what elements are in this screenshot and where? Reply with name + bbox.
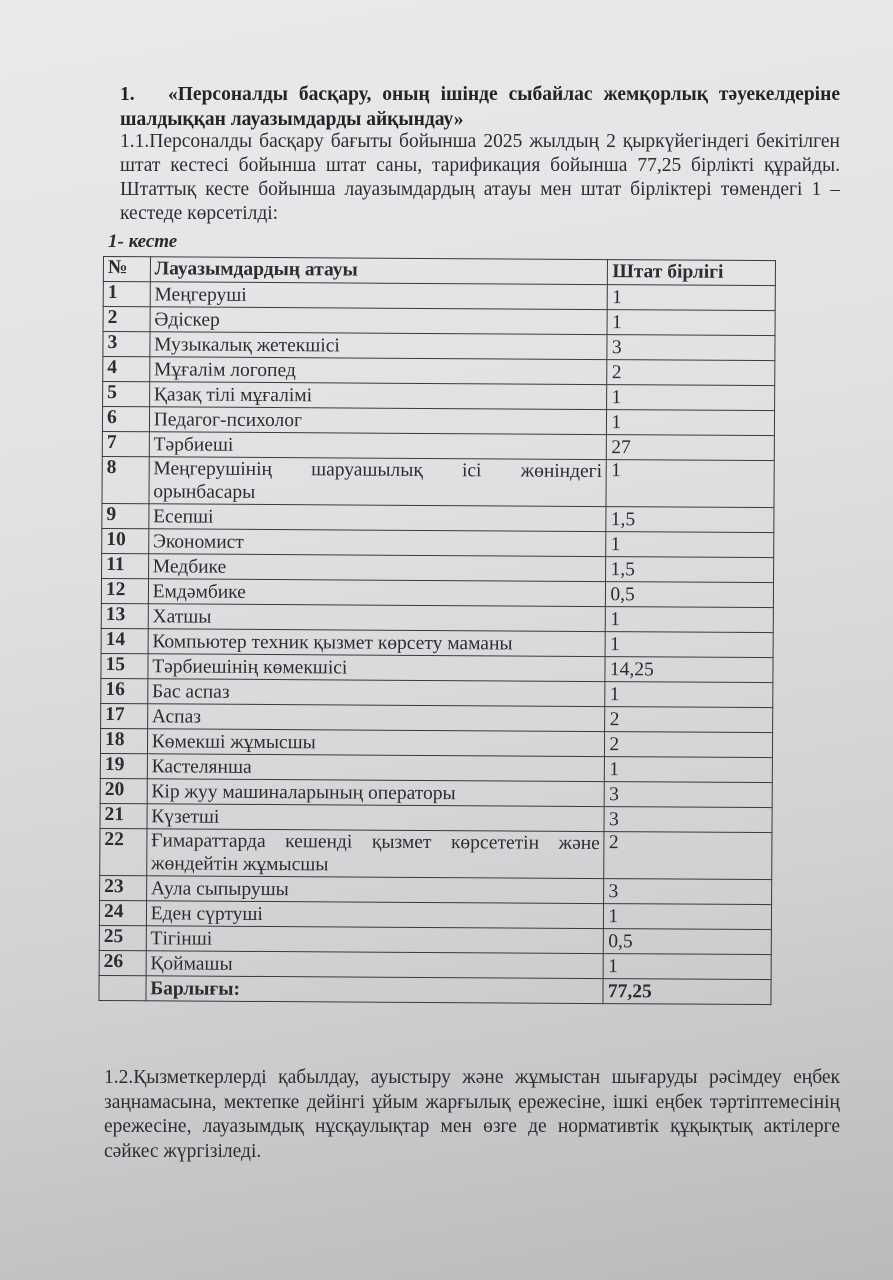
staff-units: 1 [607,310,775,336]
staff-units: 0,5 [606,582,774,608]
table-row [100,778,772,807]
row-number: 21 [100,803,147,828]
position-name: Қоймашы [146,951,604,979]
position-name: Кір жуу машиналарының операторы [147,779,605,807]
table-row [100,875,772,904]
staff-units: 1 [606,532,774,558]
staff-table [98,256,776,1005]
position-name: Қазақ тілі мұғалімі [149,382,607,410]
table-row [101,628,773,657]
table-caption: 1- кесте [108,231,178,252]
row-number: 6 [102,407,149,432]
staff-units: 3 [604,807,772,833]
position-name: Көмекші жұмысшы [147,729,605,757]
staff-units: 1 [605,632,773,658]
position-name: Әдіскер [150,307,608,335]
table-row [101,603,773,632]
table-total-row [99,975,771,1004]
position-name: Тәрбиешінің көмекшісі [148,654,606,682]
staff-units: 1 [604,904,772,930]
staff-units: 3 [604,879,772,905]
staff-units: 1 [607,385,775,411]
table-body [99,282,775,980]
staff-units: 1 [607,410,775,436]
position-name: Медбике [148,554,606,582]
row-number: 2 [103,307,150,332]
table-row [102,528,774,557]
position-name: Ғимараттарда кешенді қызмет көрсететін және жөндейтін жұмысшы [146,829,604,879]
table-row [102,503,774,532]
row-number: 18 [100,728,147,753]
staff-units: 14,25 [605,657,773,683]
table-row [103,332,775,361]
position-name: Күзетші [147,804,605,832]
row-number: 10 [102,528,149,553]
paragraph-1-1: 1.1.Персоналды басқару бағыты бойынша 2025 жылдың 2 қыркүйегіндегі бекітілген штат кестесі бойынша штат саны, тарификация бойынша 77,25 бірлікті құрайды. Штаттық кесте бойынша лауазымдардың атауы мен штат бірліктері төмендегі 1 – кестеде көрсетілді: [120,131,840,224]
section-number: 1. [120,84,135,105]
table-row [103,382,775,411]
position-name: Тігінші [146,926,604,954]
staff-units: 1 [605,682,773,708]
row-number: 25 [99,925,146,950]
staff-units: 2 [604,832,772,880]
row-number: 1 [103,282,150,307]
table-row [99,925,771,954]
row-number: 13 [101,603,148,628]
row-number: 23 [100,875,147,900]
staff-units: 3 [605,782,773,808]
row-number: 11 [102,553,149,578]
staff-units: 0,5 [604,929,772,955]
table-row [103,307,775,336]
table-row [102,407,774,436]
staff-units: 2 [605,707,773,733]
table-row [102,456,774,507]
position-name: Хатшы [148,604,606,632]
position-name: Кастелянша [147,754,605,782]
position-name: Есепші [149,504,607,532]
row-number: 20 [100,778,147,803]
position-name: Компьютер техник қызмет көрсету маманы [148,629,606,657]
position-name: Педагог-психолог [149,407,607,435]
row-number: 9 [102,503,149,528]
staff-units: 2 [605,732,773,758]
table-row [102,553,774,582]
staff-units: 27 [607,435,775,461]
table-row [103,282,775,311]
table-row [100,753,772,782]
position-name: Аула сыпырушы [146,876,604,904]
table-row [101,653,773,682]
position-name: Аспаз [147,704,605,732]
table-row [100,728,772,757]
section-heading [120,82,840,132]
table-row [99,950,771,979]
position-name: Меңгеруші [150,282,608,310]
table-row [102,431,774,460]
row-number: 17 [101,703,148,728]
position-name: Экономист [148,529,606,557]
total-empty-cell [99,975,146,1000]
staff-units: 1 [604,954,772,980]
staff-units: 1 [608,285,776,311]
row-number: 16 [101,678,148,703]
row-number: 15 [101,653,148,678]
staff-units: 1,5 [606,507,774,533]
row-number: 26 [99,950,146,975]
row-number: 12 [101,578,148,603]
staff-units: 1 [606,607,774,633]
paragraph-1-2: 1.2.Қызметкерлерді қабылдау, ауыстыру және жұмыстан шығаруды рәсімдеу еңбек заңнамасына, мектепке дейінгі ұйым жарғылық ережесіне, ішкі еңбек тәртіптемесінің ережесіне, лауазымдық нұсқаулықтар мен өзге де нормативтік құқықтық актілерге сәйкес жүргізіледі. [104,1067,840,1162]
position-name: Емдәмбике [148,579,606,607]
table-row [101,578,773,607]
table-row [99,900,771,929]
row-number: 3 [103,332,150,357]
staff-units: 1 [605,757,773,783]
staff-units: 3 [607,335,775,361]
section-title: «Персоналды басқару, оның ішінде сыбайлас жемқорлық тәуекелдеріне шалдыққан лауазымдарды айқындау» [120,84,840,130]
staff-units: 1,5 [606,557,774,583]
row-number: 5 [103,382,150,407]
row-number: 4 [103,357,150,382]
position-name: Мұғалім логопед [149,357,607,385]
table-row [100,828,772,879]
total-label: Барлығы: [146,976,604,1004]
position-name: Музыкалық жетекшісі [150,332,608,360]
header-position-name: Лауазымдардың атауы [150,257,608,285]
position-name: Тәрбиеші [149,432,607,460]
position-name: Бас аспаз [147,679,605,707]
header-number: № [103,257,150,282]
table-row [101,678,773,707]
header-staff-units: Штат бірлігі [608,260,776,286]
staff-units: 1 [606,460,774,508]
row-number: 7 [102,431,149,456]
row-number: 24 [99,900,146,925]
position-name: Еден сүртуші [146,901,604,929]
row-number: 22 [100,828,147,875]
table-row [100,803,772,832]
total-value: 77,25 [603,979,771,1005]
table-row [103,357,775,386]
position-name: Меңгерушінің шаруашылық ісі жөніндегі орынбасары [149,457,607,507]
row-number: 14 [101,628,148,653]
row-number: 8 [102,456,149,503]
staff-units: 2 [607,360,775,386]
row-number: 19 [100,753,147,778]
